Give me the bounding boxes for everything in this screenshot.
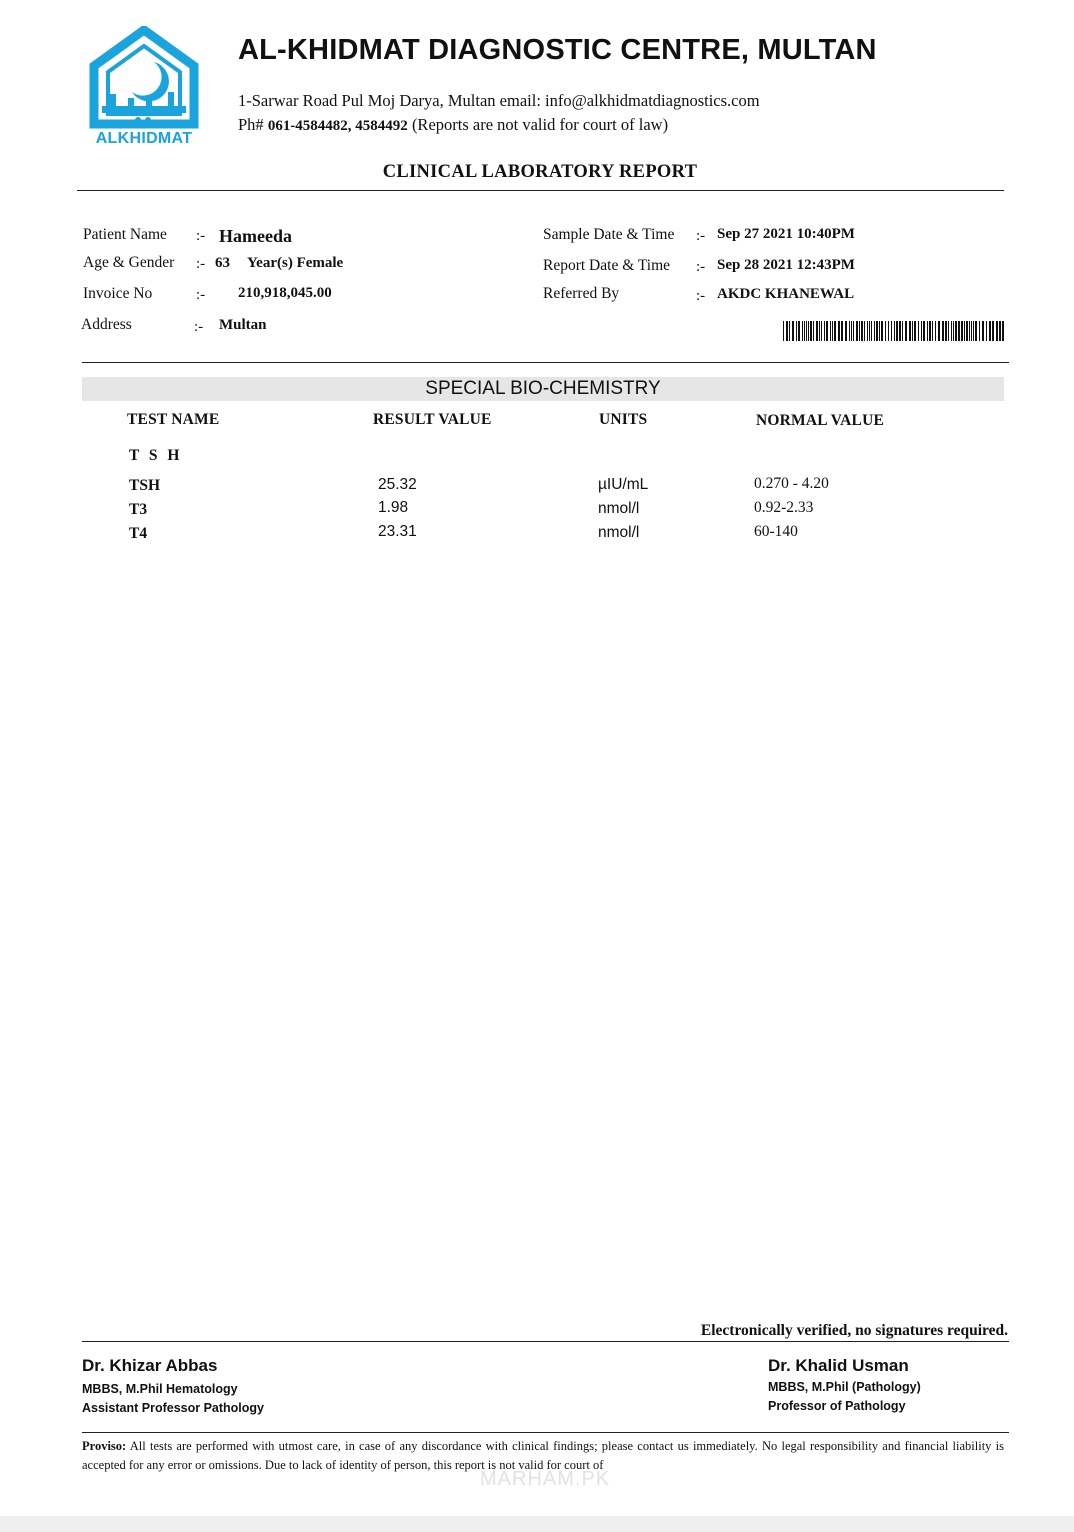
table-row-normal: 60-140 <box>754 523 798 540</box>
report-datetime: Sep 28 2021 12:43PM <box>717 257 855 273</box>
header-divider <box>77 190 1004 191</box>
column-header-result-value: RESULT VALUE <box>373 411 492 428</box>
patient-address: Multan <box>219 317 267 333</box>
phone-prefix: Ph# <box>238 115 268 134</box>
section-title: SPECIAL BIO-CHEMISTRY <box>82 377 1004 401</box>
phone-line <box>238 115 668 135</box>
table-row-result: 25.32 <box>378 476 417 493</box>
patient-age: 63 <box>215 255 230 271</box>
doctor-2-title: Professor of Pathology <box>768 1399 906 1413</box>
sample-datetime: Sep 27 2021 10:40PM <box>717 226 855 242</box>
separator: :- <box>196 228 206 244</box>
phone-numbers: 061-4584482, 4584492 <box>267 118 408 134</box>
separator: :- <box>194 319 204 335</box>
footer-divider <box>82 1341 1009 1342</box>
watermark: MARHAM.PK <box>480 1468 611 1490</box>
column-header-normal-value: NORMAL VALUE <box>756 412 885 429</box>
doctor-1-title: Assistant Professor Pathology <box>82 1401 264 1415</box>
separator: :- <box>196 256 206 272</box>
organization-name: AL-KHIDMAT DIAGNOSTIC CENTRE, MULTAN <box>238 34 877 66</box>
invoice-number: 210,918,045.00 <box>238 285 332 301</box>
report-title: CLINICAL LABORATORY REPORT <box>382 162 698 182</box>
verification-note: Electronically verified, no signatures required. <box>700 1322 1008 1339</box>
logo-caption: ALKHIDMAT <box>95 130 193 147</box>
invoice-label: Invoice No <box>83 285 153 302</box>
patient-name: Hameeda <box>219 226 292 246</box>
doctor-2-name: Dr. Khalid Usman <box>768 1356 909 1375</box>
table-row-unit: nmol/l <box>598 524 640 541</box>
test-group-name: T S H <box>129 447 183 464</box>
table-row-test: T3 <box>129 501 148 518</box>
table-row-test: T4 <box>129 525 148 542</box>
table-row-result: 23.31 <box>378 523 417 540</box>
separator: :- <box>696 288 706 304</box>
table-row-normal: 0.92-2.33 <box>754 499 814 516</box>
sample-date-label: Sample Date & Time <box>543 226 675 243</box>
page-bottom-strip <box>0 1516 1074 1532</box>
separator: :- <box>196 287 206 303</box>
proviso-label: Proviso: <box>82 1439 127 1453</box>
column-header-units: UNITS <box>599 411 648 428</box>
address-line: 1-Sarwar Road Pul Moj Darya, Multan email: info@alkhidmatdiagnostics.com <box>238 91 760 110</box>
age-gender-label: Age & Gender <box>83 254 175 271</box>
doctor-1-qualification: MBBS, M.Phil Hematology <box>82 1382 238 1396</box>
doctor-2-qualification: MBBS, M.Phil (Pathology) <box>768 1380 921 1394</box>
patient-name-label: Patient Name <box>83 226 167 243</box>
barcode <box>783 321 1004 341</box>
doctor-1-name: Dr. Khizar Abbas <box>82 1356 218 1375</box>
separator: :- <box>696 228 706 244</box>
table-row-test: TSH <box>129 477 161 494</box>
separator: :- <box>696 259 706 275</box>
proviso-divider <box>82 1432 1009 1433</box>
report-date-label: Report Date & Time <box>543 257 671 274</box>
referred-by-label: Referred By <box>543 285 620 302</box>
address-label: Address <box>81 316 132 333</box>
table-row-normal: 0.270 - 4.20 <box>754 475 829 492</box>
table-row-result: 1.98 <box>378 499 409 516</box>
referred-by: AKDC KHANEWAL <box>717 286 855 302</box>
patient-gender: Year(s) Female <box>247 255 344 271</box>
table-row-unit: µIU/mL <box>598 476 649 493</box>
phone-note: (Reports are not valid for court of law) <box>407 115 669 134</box>
table-row-unit: nmol/l <box>598 500 640 517</box>
proviso-body: All tests are performed with utmost care, in case of any discordance with clinical findings; please contact us immediately. No legal responsibility and financial liability is accepted for any error or omissions. Due to lack of identity of person, this report is not valid for court of <box>82 1439 1004 1472</box>
patient-divider <box>82 362 1009 363</box>
column-header-test-name: TEST NAME <box>127 411 220 428</box>
